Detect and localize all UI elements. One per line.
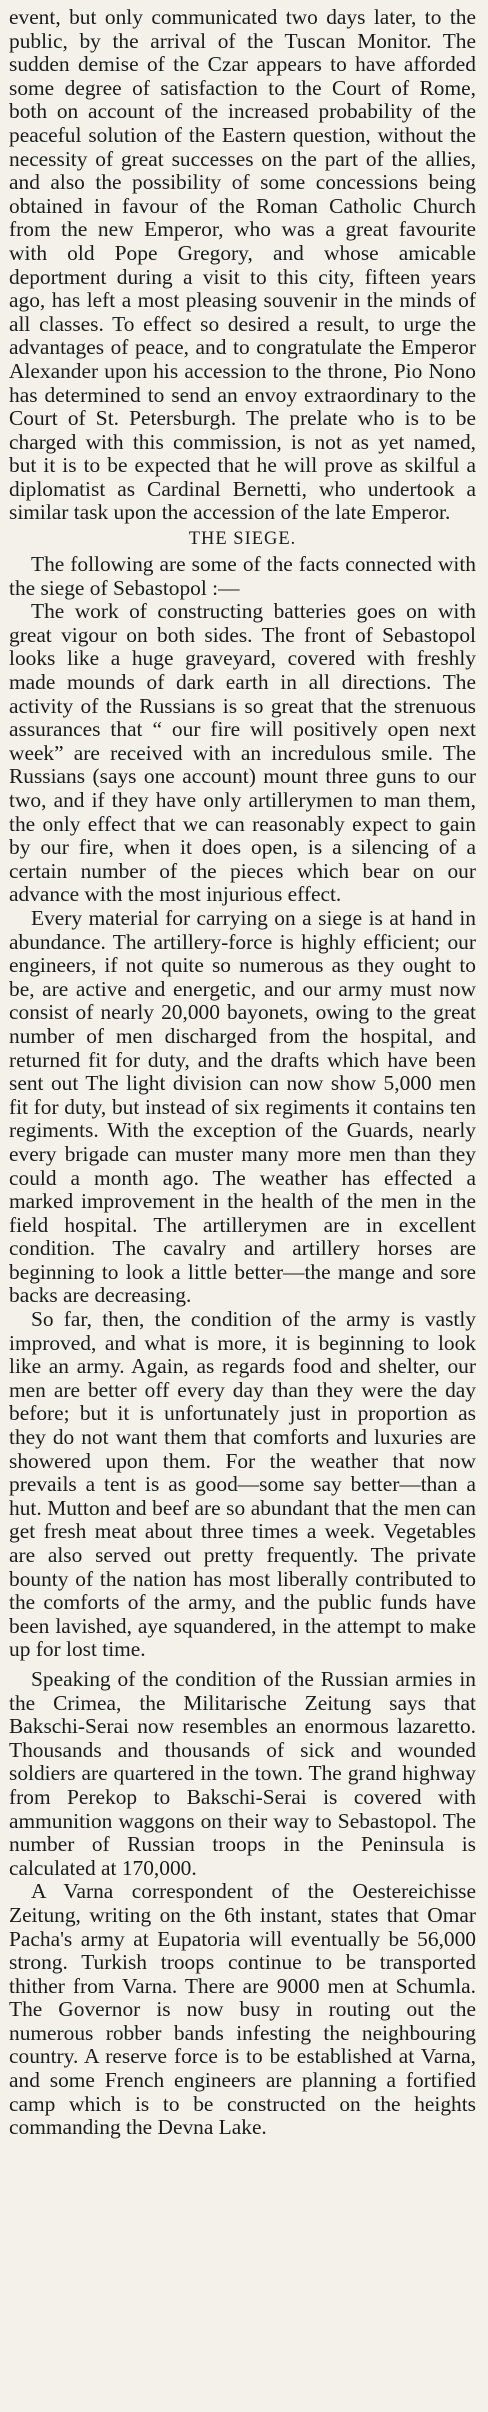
batteries-paragraph: The work of constructing batteries goes on with great vigour on both sides. The front of Sebastopol looks like a huge graveyard, covered with freshly made mounds of dark earth in all directions. The activity of the Russians is so great that the strenuous assurances that “ our fire will positively open next week” are received with an incredulous smile. The Russians (says one account) mount three guns to our two, and if they have only artillerymen to man them, the only effect that we can reasonably expect to gain by our fire, when it does open, is a silencing of a certain number of the pieces which bear on our advance with the most injurious effect. — [9, 599, 476, 907]
condition-paragraph: So far, then, the condition of the army is vastly improved, and what is more, it is beginning to look like an army. Again, as regards food and shelter, our men are better off every day than they were the day before; but it is unfortunately just in proportion as they do not want them that comforts and luxuries are showered upon them. For the weather that now prevails a tent is as good—some say better—than a hut. Mutton and beef are so abundant that the men can get fresh meat about three times a week. Vegetables are also served out pretty frequently. The private bounty of the nation has most liberally contributed to the comforts of the army, and the public funds have been lavished, aye squandered, in the attempt to make up for lost time. — [9, 1307, 476, 1662]
section-heading: THE SIEGE. — [188, 529, 297, 550]
intro-paragraph: event, but only communicated two days later, to the public, by the arrival of the Tuscan Monitor. The sudden demise of the Czar appears to have afforded some degree of satisfaction to the Court of Rome, both on account of the increased probability of the peaceful solution of the Eastern question, without the necessity of great successes on the part of the allies, and also the possibility of some concessions being obtained in favour of the Roman Catholic Church from the new Emperor, who was a great favourite with old Pope Gregory, and whose amicable deportment during a visit to this city, fifteen years ago, has left a most pleasing souvenir in the minds of all classes. To effect so desired a result, to urge the advantages of peace, and to congratulate the Emperor Alexander upon his accession to the throne, Pio Nono has determined to send an envoy extraordinary to the Court of St. Petersburgh. The prelate who is to be charged with this commission, is not as yet named, but it is to be expected that he will prove as skilful a diplomatist as Cardinal Bernetti, who undertook a similar task upon the accession of the late Emperor. — [9, 5, 476, 525]
varna-paragraph: A Varna correspondent of the Oestereichisse Zeitung, writing on the 6th instant, states that Omar Pacha's army at Eupatoria will eventually be 56,000 strong. Turkish troops continue to be transported thither from Varna. There are 9000 men at Schumla. The Governor is now busy in routing out the numerous robber bands infesting the neighbouring country. A reserve force is to be established at Varna, and some French engineers are planning a fortified camp which is to be constructed on the heights commanding the Devna Lake. — [9, 1879, 476, 2140]
material-paragraph: Every material for carrying on a siege is at hand in abundance. The artillery-force is highly efficient; our engineers, if not quite so numerous as they ought to be, are active and energetic, and our army must now consist of nearly 20,000 bayonets, owing to the great number of men discharged from the hospital, and returned fit for duty, and the drafts which have been sent out The light division can now show 5,000 men fit for duty, but instead of six regiments it contains ten regiments. With the exception of the Guards, nearly every brigade can muster many more men than they could a month ago. The weather has effected a marked improvement in the health of the men in the field hospital. The artillerymen are in excellent condition. The cavalry and artillery horses are beginning to look a little better—the mange and sore backs are decreasing. — [9, 905, 476, 1308]
russian-armies-paragraph: Speaking of the condition of the Russian armies in the Crimea, the Militarische Zeitung says that Bakschi-Serai now resembles an enormous lazaretto. Thousands and thousands of sick and wounded soldiers are quartered in the town. The grand highway from Perekop to Bakschi-Serai is covered with ammunition waggons on their way to Sebastopol. The number of Russian troops in the Peninsula is calculated at 170,000. — [9, 1666, 476, 1880]
siege-intro-paragraph: The following are some of the facts connected with the siege of Sebastopol :— — [9, 552, 476, 600]
